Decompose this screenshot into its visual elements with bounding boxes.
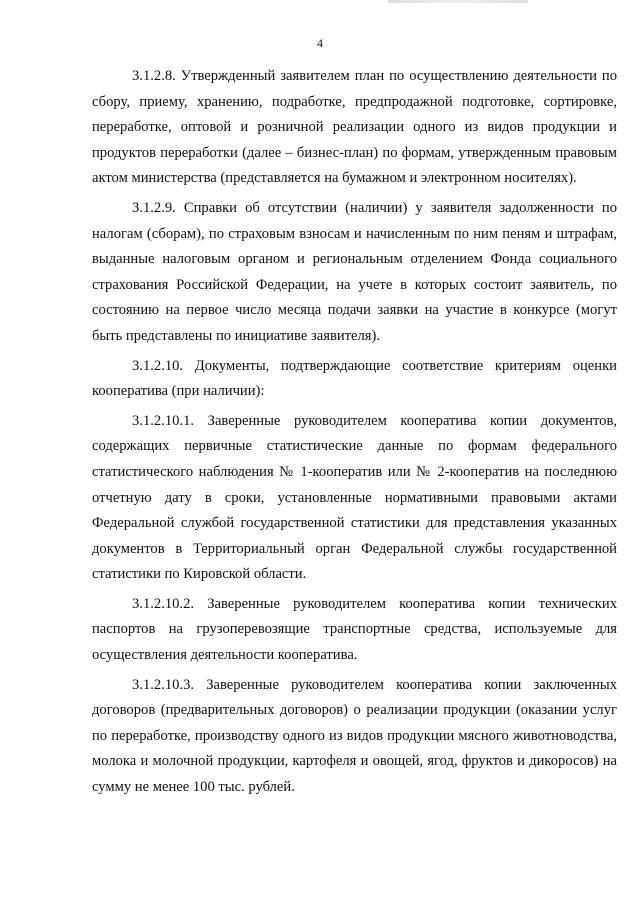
- page-number: 4: [317, 36, 323, 50]
- paragraph-3-1-2-10-2: 3.1.2.10.2. Заверенные руководителем кооператива копии технических паспортов на грузоперевозящие транспортные средства, используемые для осуществления деятельности кооператива.: [92, 595, 617, 664]
- paragraph-3-1-2-10: 3.1.2.10. Документы, подтверждающие соответствие критериям оценки кооператива (при наличии):: [92, 357, 617, 400]
- document-body: [92, 64, 617, 801]
- scan-artifact-line: [388, 0, 528, 3]
- paragraph-3-1-2-10-1: 3.1.2.10.1. Заверенные руководителем кооператива копии документов, содержащих первичные статистические данные по формам федерального статистического наблюдения № 1-кооператив или № 2-кооператив на последнюю отчетную дату в сроки, установленные нормативными правовыми актами Федеральной службой государственной статистики для представления указанных документов в Территориальный орган Федеральной службы государственной статистики по Кировской области.: [92, 412, 617, 583]
- paragraph-3-1-2-8: 3.1.2.8. Утвержденный заявителем план по осуществлению деятельности по сбору, приему, хранению, подработке, предпродажной подготовке, сортировке, переработке, оптовой и розничной реализации одного из видов продукции и продуктов переработки (далее – бизнес-план) по формам, утвержденным правовым актом министерства (представляется на бумажном и электронном носителях).: [92, 68, 617, 187]
- paragraph-3-1-2-10-3: 3.1.2.10.3. Заверенные руководителем кооператива копии заключенных договоров (предварительных договоров) о реализации продукции (оказании услуг по переработке, производству одного из видов продукции мясного животноводства, молока и молочной продукции, картофеля и овощей, ягод, фруктов и дикоросов) на сумму не менее 100 тыс. рублей.: [92, 676, 617, 796]
- paragraph-3-1-2-9: 3.1.2.9. Справки об отсутствии (наличии) у заявителя задолженности по налогам (сборам), по страховым взносам и начисленным по ним пеням и штрафам, выданные налоговым органом и региональным отделением Фонда социального страхования Российской Федерации, на учете в которых состоит заявитель, по состоянию на первое число месяца подачи заявки на участие в конкурсе (могут быть представлены по инициативе заявителя).: [92, 199, 617, 344]
